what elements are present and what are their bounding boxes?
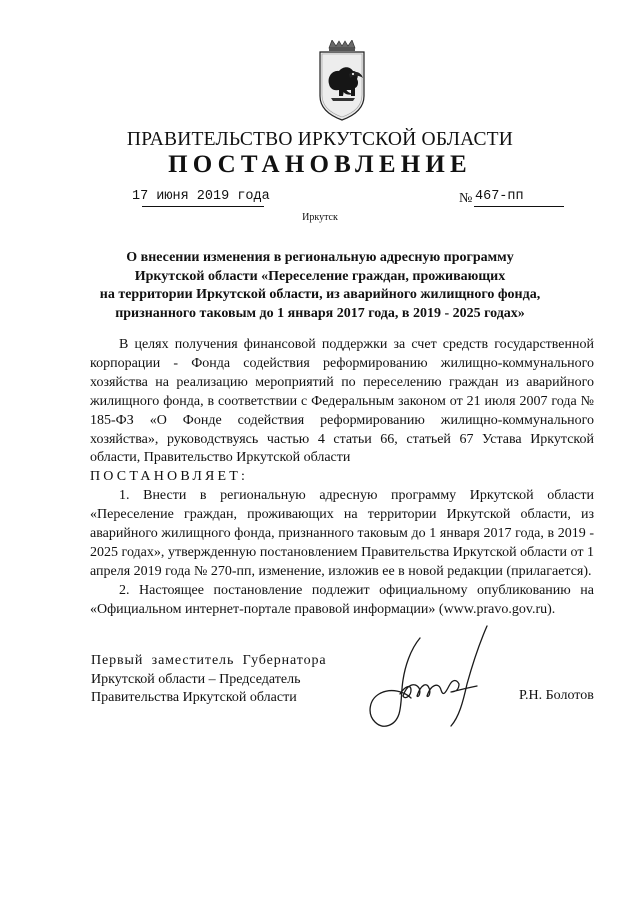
coat-of-arms-icon (317, 40, 367, 122)
position-line: Иркутской области – Председатель (91, 671, 301, 687)
document-date: 17 июня 2019 года (132, 189, 270, 204)
document-type: ПОСТАНОВЛЕНИЕ (168, 151, 472, 178)
signatory-position (91, 652, 327, 708)
title-line: на территории Иркутской области, из аварийного жилищного фонда, (99, 287, 541, 302)
position-line: Правительства Иркутской области (91, 690, 297, 705)
city-name: Иркутск (302, 212, 338, 223)
title-line: Иркутской области «Переселение граждан, проживающих (134, 268, 506, 284)
government-name: ПРАВИТЕЛЬСТВО ИРКУТСКОЙ ОБЛАСТИ (126, 129, 514, 150)
document-body (90, 336, 594, 620)
title-line: О внесении изменения в региональную адресную программу (126, 250, 514, 265)
resolves-heading: ПОСТАНОВЛЯЕТ: (90, 469, 249, 485)
number-label: № (459, 191, 473, 206)
item-1-paragraph: 1. Внести в региональную адресную программу Иркутской области «Переселение граждан, проживающих на территории Иркутской области, из аварийного жилищного фонда, признанного таковым до 1 января 2017 года, в 2019 - 2025 годах», утвержденную постановлением Правительства Иркутской области от 1 апреля 2019 года № 270-пп, изменение, изложив ее в новой редакции (прилагается). (90, 488, 594, 579)
signatory-name: Р.Н. Болотов (519, 688, 594, 703)
item-2-paragraph: 2. Настоящее постановление подлежит официальному опубликованию на «Официальном интернет-портале правовой информации» (www.pravo.gov.ru). (90, 582, 594, 617)
document-number: 467-пп (475, 189, 524, 204)
date-underline (142, 206, 264, 207)
preamble-paragraph: В целях получения финансовой поддержки за счет средств государственной корпорации - Фонда содействия реформированию жилищно-коммунального хозяйства на реализацию мероприятий по переселению граждан из аварийного жилищного фонда, в соответствии с Федеральным законом от 21 июля 2007 года № 185-ФЗ «О Фонде содействия реформированию жилищно-коммунального хозяйства», руководствуясь частью 4 статьи 66, статьей 67 Устава Иркутской области, Правительство Иркутской области (90, 337, 594, 466)
title-line: признанного таковым до 1 января 2017 года, в 2019 - 2025 годах» (115, 305, 525, 321)
number-underline (474, 206, 564, 207)
position-line: Первый заместитель Губернатора (91, 653, 327, 668)
signature-icon (355, 622, 505, 734)
document-title (80, 249, 560, 323)
